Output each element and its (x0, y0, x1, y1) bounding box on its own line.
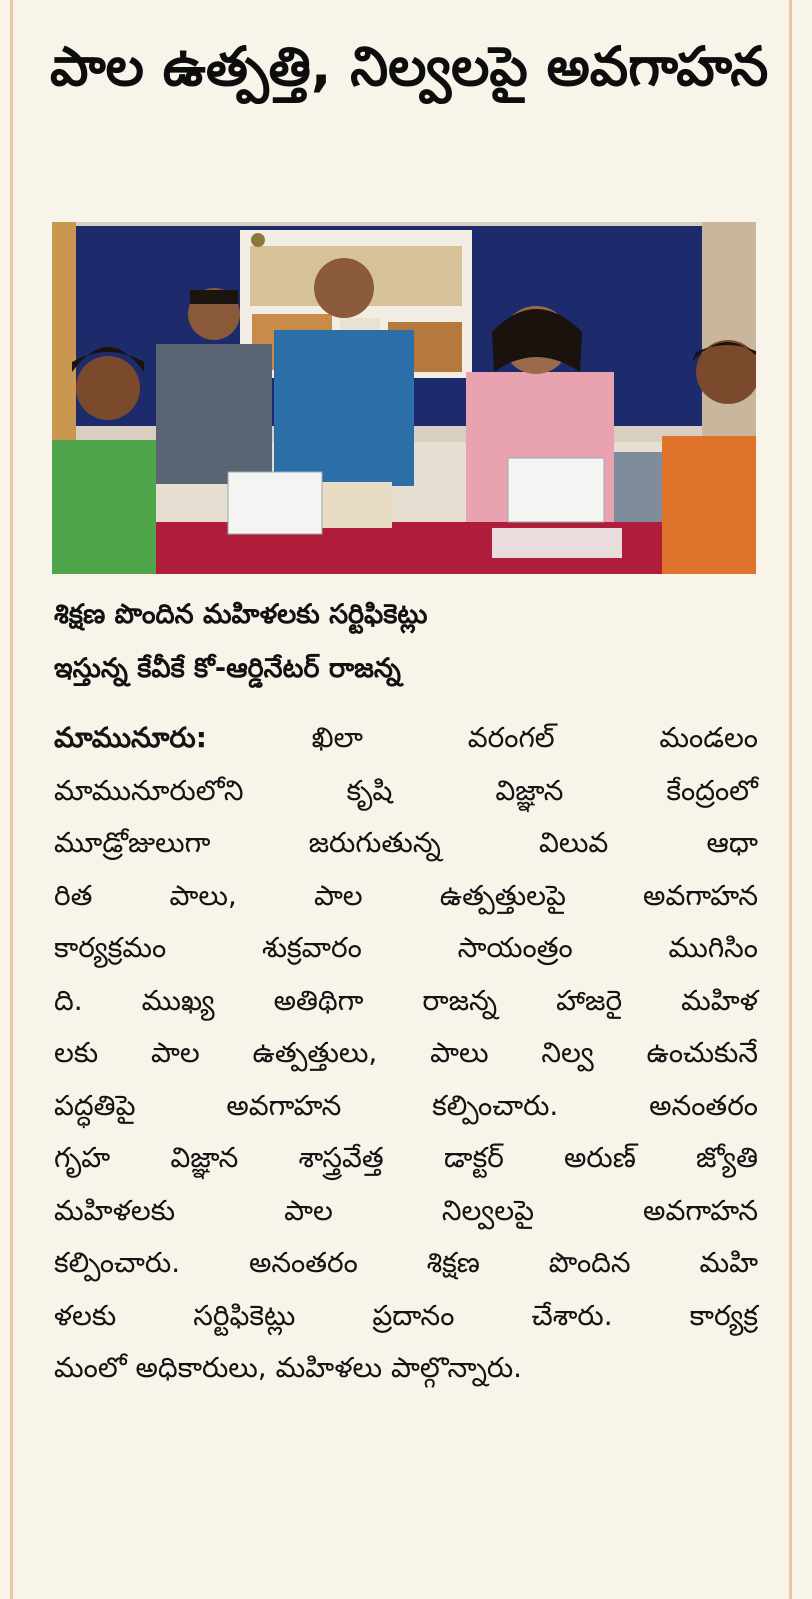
article-line-9: గృహ విజ్ఞాన శాస్త్రవేత్త డాక్టర్ అరుణ్ జ్యోతి (54, 1141, 758, 1174)
article-line-5: కార్యక్రమం శుక్రవారం సాయంత్రం ముగిసిం (54, 931, 758, 964)
photo-caption (54, 588, 754, 696)
article-line-12: ళలకు సర్టిఫికెట్లు ప్రదానం చేశారు. కార్యక్ర (54, 1298, 758, 1332)
headline: పాల ఉత్పత్తి, నిల్వలపై అవగాహన (50, 35, 769, 98)
article-line-4: రిత పాలు, పాల ఉత్పత్తులపై అవగాహన (54, 878, 758, 912)
article-line-8: పద్ధతిపై అవగాహన కల్పించారు. అనంతరం (54, 1088, 758, 1122)
article-line-11: కల్పించారు. అనంతరం శిక్షణ పొందిన మహి (54, 1246, 758, 1279)
caption-line-2: ఇస్తున్న కేవీకే కో-ఆర్డినేటర్ రాజన్న (54, 653, 401, 684)
article-line-7: లకు పాల ఉత్పత్తులు, పాలు నిల్వ ఉంచుకునే (54, 1036, 758, 1069)
article-line-10: మహిళలకు పాల నిల్వలపై అవగాహన (54, 1193, 758, 1227)
article-line-13: మంలో అధికారులు, మహిళలు పాల్గొన్నారు. (54, 1351, 523, 1384)
article-line-3: మూడ్రోజులుగా జరుగుతున్న విలువ ఆధా (54, 826, 758, 859)
dateline: మామునూరు: (54, 721, 207, 754)
article-body (54, 712, 758, 1395)
news-photo (52, 222, 756, 574)
caption-line-1: శిక్షణ పొందిన మహిళలకు సర్టిఫికెట్లు (54, 599, 428, 630)
article-line-6: ది. ముఖ్య అతిథిగా రాజన్న హాజరై మహిళ (54, 983, 758, 1017)
page-edge-left (10, 0, 13, 1599)
article-line-2: మామునూరులోని కృషి విజ్ఞాన కేంద్రంలో (54, 773, 758, 807)
certificate-left (228, 472, 322, 534)
page-edge-right (789, 0, 792, 1599)
certificate-right (508, 458, 604, 522)
article-line-1: మామునూరు: ఖిలా వరంగల్ మండలం (54, 721, 758, 754)
